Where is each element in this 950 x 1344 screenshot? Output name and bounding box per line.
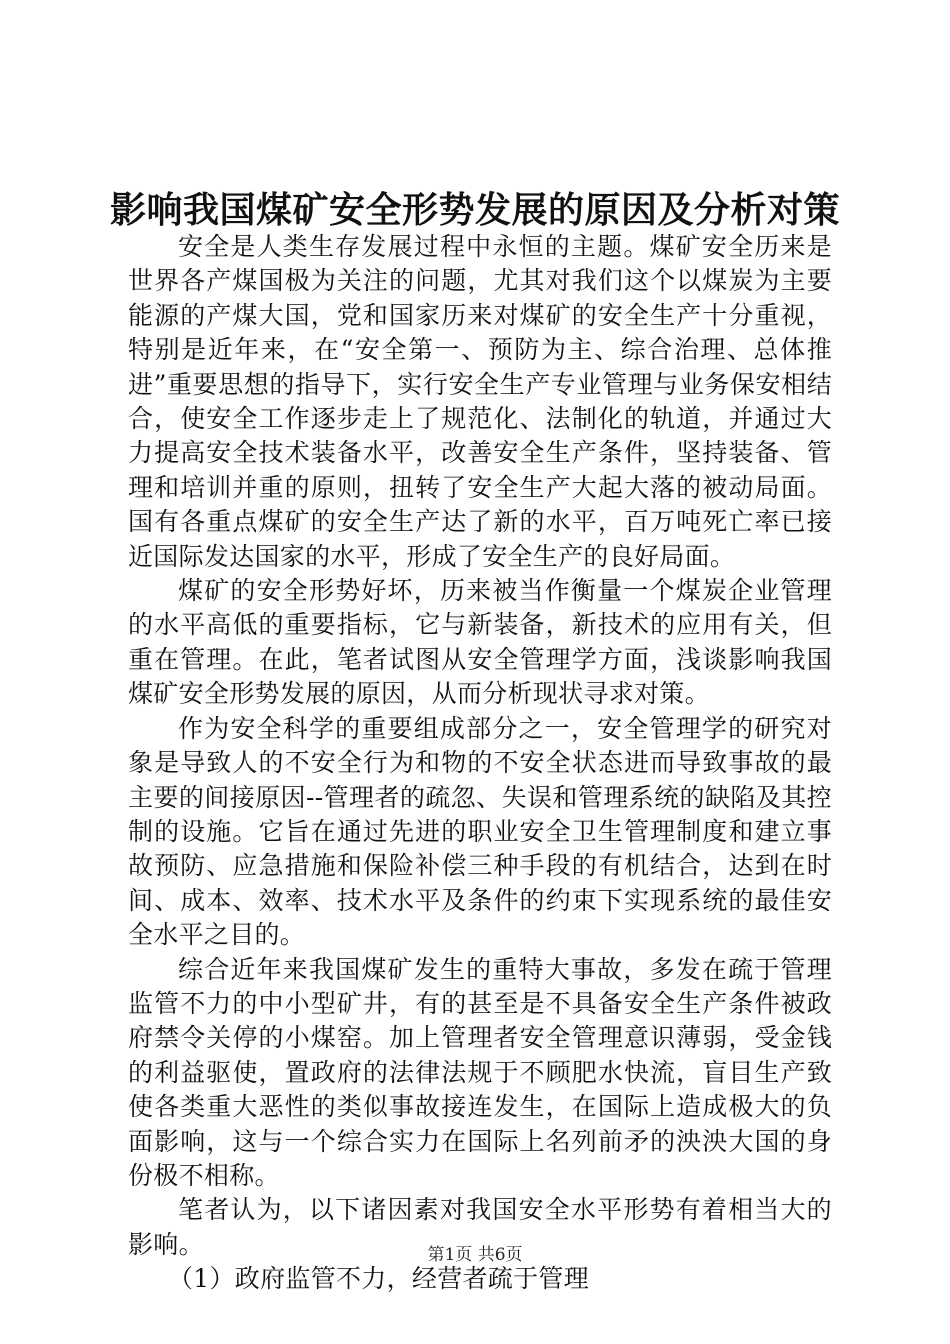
paragraph-2: 煤矿的安全形势好坏，历来被当作衡量一个煤炭企业管理的水平高低的重要指标，它与新装备，新技术的应用有关，但重在管理。在此，笔者试图从安全管理学方面，浅谈影响我国煤矿安全形势发展的原因，从而分析现状寻求对策。 (128, 576, 832, 709)
paragraph-1: 安全是人类生存发展过程中永恒的主题。煤矿安全历来是世界各产煤国极为关注的问题，尤其对我们这个以煤炭为主要能源的产煤大国，党和国家历来对煤矿的安全生产十分重视，特别是近年来，在“安全第一、预防为主、综合治理、总体推进”重要思想的指导下，实行安全生产专业管理与业务保安相结合，使安全工作逐步走上了规范化、法制化的轨道，并通过大力提高安全技术装备水平，改善安全生产条件，坚持装备、管理和培训并重的原则，扭转了安全生产大起大落的被动局面。国有各重点煤矿的安全生产达了新的水平，百万吨死亡率已接近国际发达国家的水平，形成了安全生产的良好局面。 (128, 232, 832, 571)
paragraph-4: 综合近年来我国煤矿发生的重特大事故，多发在疏于管理监管不力的中小型矿井，有的甚至是不具备安全生产条件被政府禁令关停的小煤窑。加上管理者安全管理意识薄弱，受金钱的利益驱使，置政府的法律法规于不顾肥水快流，盲目生产致使各类重大恶性的类似事故接连发生，在国际上造成极大的负面影响，这与一个综合实力在国际上名列前矛的泱泱大国的身份极不相称。 (128, 954, 832, 1190)
paragraph-3: 作为安全科学的重要组成部分之一，安全管理学的研究对象是导致人的不安全行为和物的不安全状态进而导致事故的最主要的间接原因--管理者的疏忽、失误和管理系统的缺陷及其控制的设施。它旨在通过先进的职业安全卫生管理制度和建立事故预防、应急措施和保险补偿三种手段的有机结合，达到在时间、成本、效率、技术水平及条件的约束下实现系统的最佳安全水平之目的。 (128, 713, 832, 950)
document-body (128, 230, 832, 1297)
list-item-1: （1）政府监管不力，经营者疏于管理 (168, 1264, 590, 1294)
document-title: 影响我国煤矿安全形势发展的原因及分析对策 (109, 189, 840, 231)
page-footer: 第1页 共6页 (427, 1245, 523, 1265)
paragraph-5: 笔者认为，以下诸因素对我国安全水平形势有着相当大的影响。 (128, 1195, 832, 1259)
